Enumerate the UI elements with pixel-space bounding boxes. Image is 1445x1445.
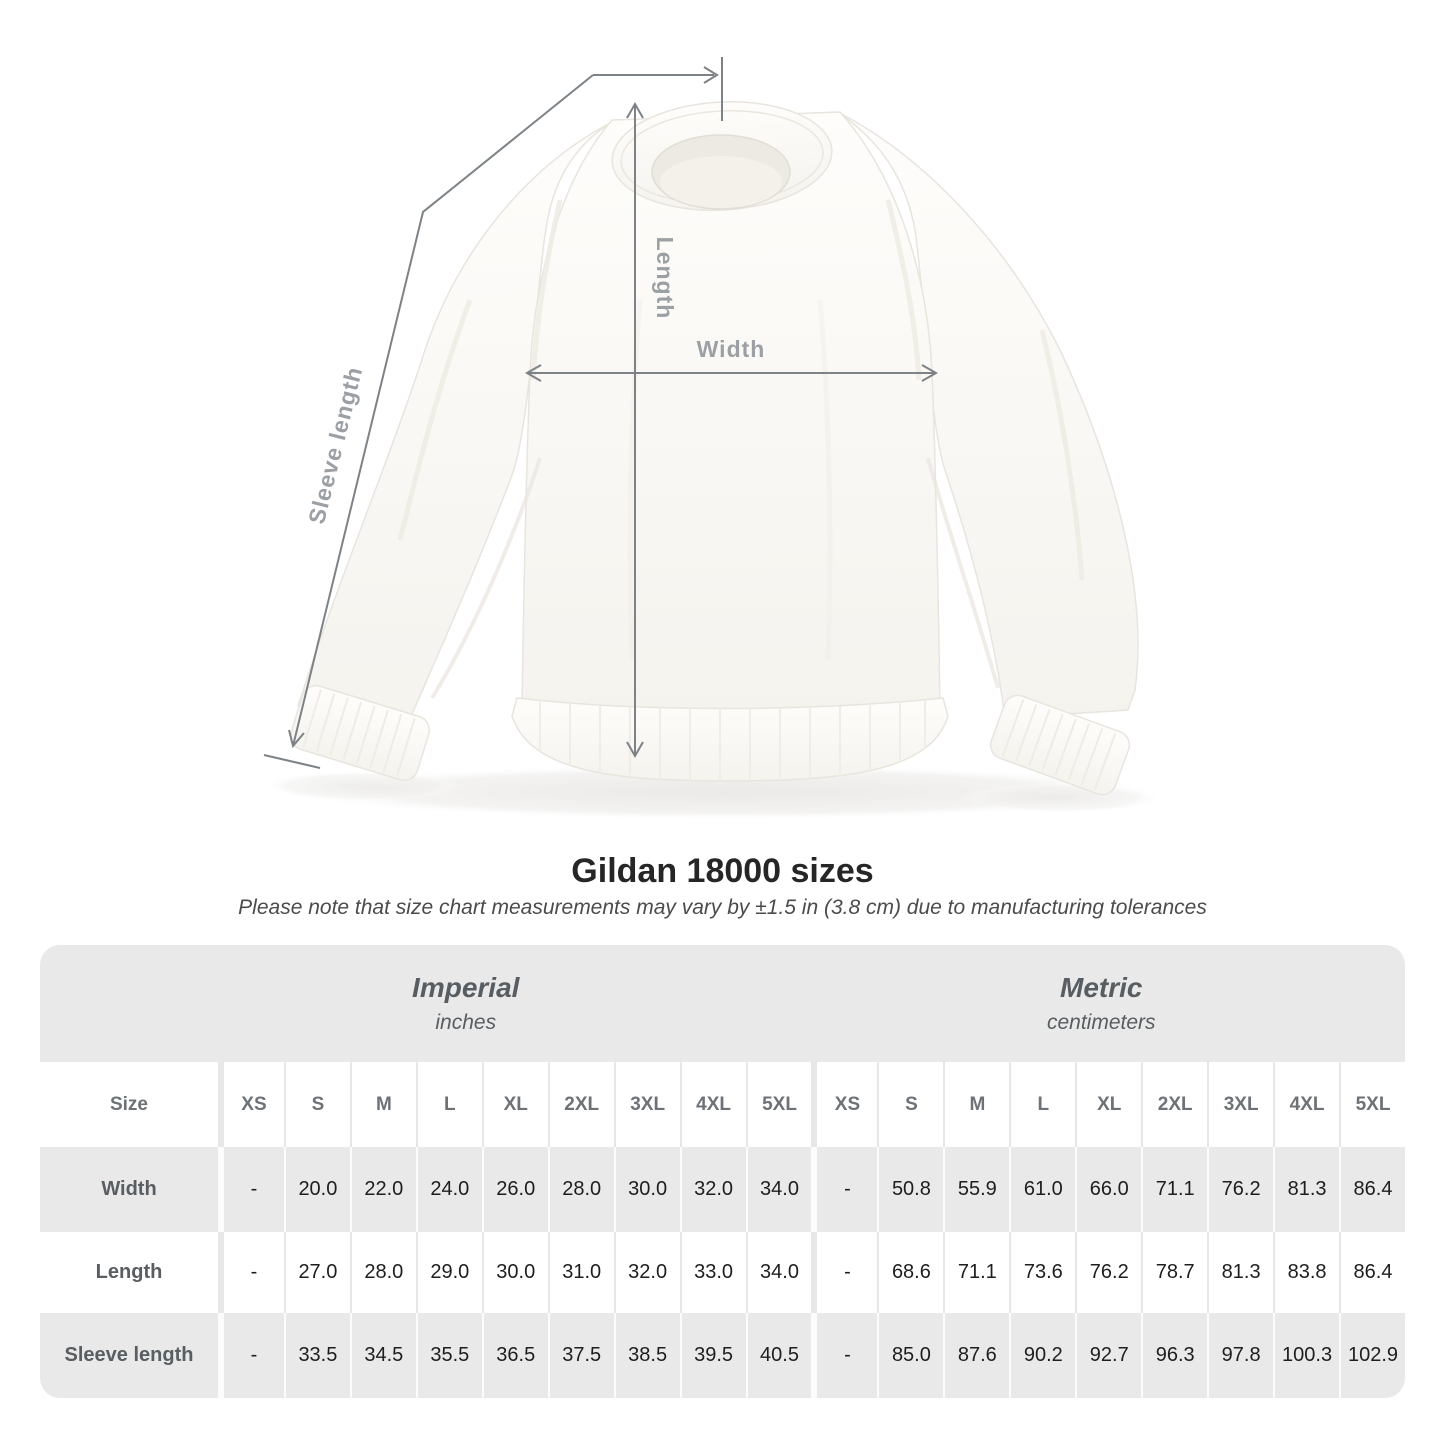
row-label: Sleeve length <box>64 1344 194 1366</box>
value-cell: 30.0 <box>482 1232 548 1313</box>
size-table <box>40 945 1405 1398</box>
size-header-xs: XS <box>811 1062 877 1147</box>
value-cell: - <box>218 1147 284 1232</box>
size-header-s: S <box>284 1062 350 1147</box>
value-cell: 32.0 <box>614 1232 680 1313</box>
value-cell: 30.0 <box>614 1147 680 1232</box>
size-header-row <box>40 1062 1405 1147</box>
measurement-rows <box>40 1147 1405 1398</box>
value-cell: 100.3 <box>1273 1313 1339 1398</box>
value-cell: 86.4 <box>1339 1232 1405 1313</box>
value-cell: 33.5 <box>284 1313 350 1398</box>
value-cell: 36.5 <box>482 1313 548 1398</box>
value-cell: 96.3 <box>1141 1313 1207 1398</box>
value-cell: 90.2 <box>1009 1313 1075 1398</box>
size-header-l: L <box>416 1062 482 1147</box>
row-width <box>40 1147 1405 1232</box>
value-cell: 20.0 <box>284 1147 350 1232</box>
size-header-xs: XS <box>218 1062 284 1147</box>
size-header-xl: XL <box>1075 1062 1141 1147</box>
value-cell: 39.5 <box>680 1313 746 1398</box>
row-label: Length <box>95 1261 163 1283</box>
value-cell: 86.4 <box>1339 1147 1405 1232</box>
value-cell: 81.3 <box>1207 1232 1273 1313</box>
size-header-3xl: 3XL <box>1207 1062 1273 1147</box>
value-cell: - <box>811 1313 877 1398</box>
value-cell: 37.5 <box>548 1313 614 1398</box>
size-header-4xl: 4XL <box>1273 1062 1339 1147</box>
value-cell: 27.0 <box>284 1232 350 1313</box>
unit-header-band <box>40 945 1405 1062</box>
value-cell: 28.0 <box>548 1147 614 1232</box>
value-cell: 97.8 <box>1207 1313 1273 1398</box>
size-header-4xl: 4XL <box>680 1062 746 1147</box>
value-cell: 76.2 <box>1207 1147 1273 1232</box>
value-cell: 34.5 <box>350 1313 416 1398</box>
value-cell: 38.5 <box>614 1313 680 1398</box>
value-cell: 34.0 <box>746 1147 812 1232</box>
cuff-end-tick <box>264 755 320 768</box>
value-cell: - <box>811 1147 877 1232</box>
length-label: Length <box>652 236 678 320</box>
value-cell: 76.2 <box>1075 1232 1141 1313</box>
value-cell: 61.0 <box>1009 1147 1075 1232</box>
value-cell: - <box>218 1232 284 1313</box>
value-cell: 83.8 <box>1273 1232 1339 1313</box>
value-cell: 55.9 <box>943 1147 1009 1232</box>
value-cell: 81.3 <box>1273 1147 1339 1232</box>
value-cell: 71.1 <box>1141 1147 1207 1232</box>
row-length <box>40 1232 1405 1313</box>
value-cell: 87.6 <box>943 1313 1009 1398</box>
value-cell: 35.5 <box>416 1313 482 1398</box>
value-cell: 71.1 <box>943 1232 1009 1313</box>
value-cell: 66.0 <box>1075 1147 1141 1232</box>
size-column-header: Size <box>109 1093 149 1115</box>
value-cell: 68.6 <box>877 1232 943 1313</box>
value-cell: 29.0 <box>416 1232 482 1313</box>
size-header-m: M <box>350 1062 416 1147</box>
imperial-title: Imperial <box>412 972 520 1003</box>
value-cell: 34.0 <box>746 1232 812 1313</box>
size-header-3xl: 3XL <box>614 1062 680 1147</box>
size-header-xl: XL <box>482 1062 548 1147</box>
value-cell: 26.0 <box>482 1147 548 1232</box>
size-header-m: M <box>943 1062 1009 1147</box>
value-cell: 22.0 <box>350 1147 416 1232</box>
value-cell: 78.7 <box>1141 1232 1207 1313</box>
row-label: Width <box>101 1178 157 1200</box>
value-cell: 31.0 <box>548 1232 614 1313</box>
value-cell: 32.0 <box>680 1147 746 1232</box>
value-cell: - <box>811 1232 877 1313</box>
size-header-2xl: 2XL <box>1141 1062 1207 1147</box>
row-sleeve-length <box>40 1313 1405 1398</box>
metric-title: Metric <box>1060 972 1143 1003</box>
metric-unit: centimeters <box>1046 1011 1156 1034</box>
size-header-l: L <box>1009 1062 1075 1147</box>
value-cell: 73.6 <box>1009 1232 1075 1313</box>
value-cell: 40.5 <box>746 1313 812 1398</box>
imperial-header <box>40 945 812 1062</box>
value-cell: 28.0 <box>350 1232 416 1313</box>
size-header-2xl: 2XL <box>548 1062 614 1147</box>
value-cell: 24.0 <box>416 1147 482 1232</box>
width-label: Width <box>696 336 766 362</box>
value-cell: 92.7 <box>1075 1313 1141 1398</box>
imperial-unit: inches <box>435 1011 497 1034</box>
size-header-5xl: 5XL <box>746 1062 812 1147</box>
value-cell: 102.9 <box>1339 1313 1405 1398</box>
page-title: Gildan 18000 sizes <box>571 852 874 890</box>
value-cell: 50.8 <box>877 1147 943 1232</box>
sweatshirt-illustration <box>287 96 1138 798</box>
value-cell: 33.0 <box>680 1232 746 1313</box>
size-header-5xl: 5XL <box>1339 1062 1405 1147</box>
metric-header <box>812 945 1406 1062</box>
value-cell: - <box>218 1313 284 1398</box>
tolerance-note: Please note that size chart measurements may vary by ±1.5 in (3.8 cm) due to manufacturing tolerances <box>238 896 1207 919</box>
sleeve-length-label: Sleeve length <box>303 363 368 527</box>
value-cell: 85.0 <box>877 1313 943 1398</box>
size-header-s: S <box>877 1062 943 1147</box>
